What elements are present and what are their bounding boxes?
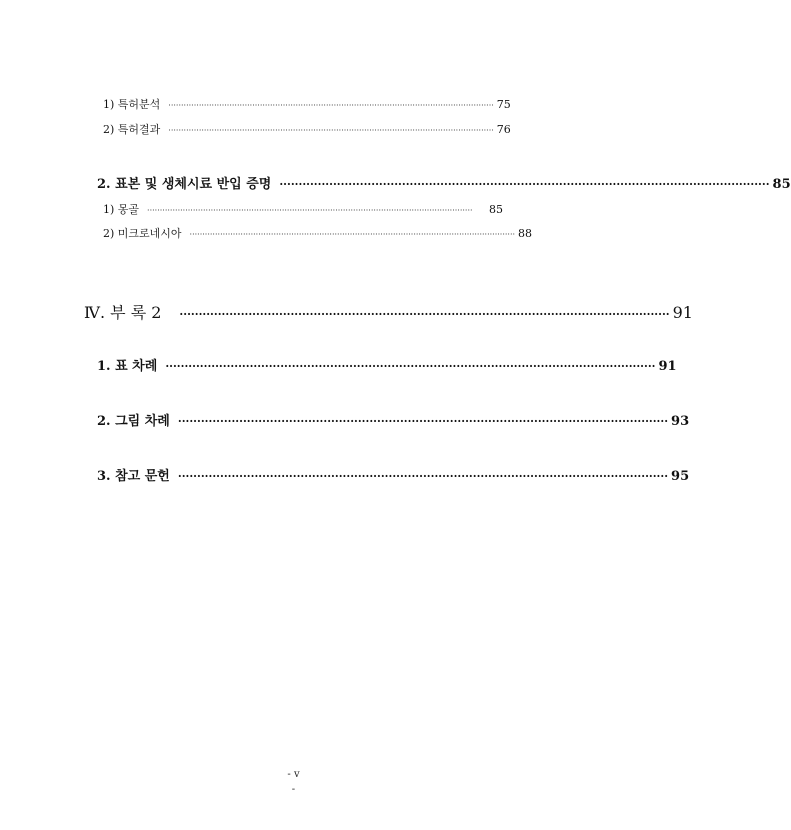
footer-dash: - bbox=[291, 784, 296, 795]
dot-leader: ································································································································ bbox=[189, 230, 516, 239]
toc-entry[interactable] bbox=[84, 300, 693, 323]
dot-leader: ································································································································ bbox=[177, 415, 669, 428]
toc-entry-page: 91 bbox=[658, 359, 677, 374]
toc-entry[interactable] bbox=[97, 465, 690, 484]
toc-entry[interactable] bbox=[103, 201, 503, 217]
toc-entry[interactable] bbox=[103, 121, 511, 137]
dot-leader: ································································································································ bbox=[168, 126, 494, 135]
toc-entry-label: 1) 특허분석 bbox=[103, 98, 161, 111]
toc-entry-page: 95 bbox=[671, 469, 690, 484]
toc-entry[interactable] bbox=[97, 355, 677, 374]
dot-leader: ································································································································ bbox=[279, 178, 770, 191]
toc-entry[interactable] bbox=[103, 225, 533, 241]
toc-entry[interactable] bbox=[97, 410, 690, 429]
dot-leader: ································································································································ bbox=[177, 470, 669, 483]
toc-entry-page: 75 bbox=[496, 98, 511, 111]
toc-entry-label: 3. 참고 문헌 bbox=[97, 469, 170, 484]
toc-entry-label: 1. 표 차례 bbox=[97, 359, 158, 374]
toc-entry-page: 91 bbox=[672, 303, 693, 322]
toc-entry-page: 88 bbox=[518, 227, 533, 240]
toc-entry-page: 85 bbox=[772, 177, 791, 192]
toc-entry-label: 2) 특허결과 bbox=[103, 123, 161, 136]
dot-leader: ································································································································ bbox=[168, 101, 494, 110]
toc-entry[interactable] bbox=[103, 96, 511, 112]
toc-entry-label: 1) 몽골 bbox=[103, 203, 140, 216]
toc-entry-label: 2) 미크로네시아 bbox=[103, 227, 182, 240]
page-number: - v bbox=[287, 769, 300, 780]
toc-entry-label: 2. 표본 및 생체시료 반입 증명 bbox=[97, 177, 272, 192]
dot-leader: ································································································································ bbox=[165, 360, 656, 373]
dot-leader: ································································································································ bbox=[179, 308, 670, 321]
toc-entry-page: 93 bbox=[671, 414, 690, 429]
toc-entry-label: Ⅳ. 부 록 2 bbox=[84, 303, 162, 322]
toc-entry-label: 2. 그림 차례 bbox=[97, 414, 170, 429]
toc-entry-page: 76 bbox=[496, 123, 511, 136]
toc-entry[interactable] bbox=[97, 173, 791, 192]
page-footer bbox=[0, 767, 587, 797]
toc-entry-page: 85 bbox=[489, 203, 503, 216]
dot-leader: ································································································································ bbox=[147, 206, 473, 215]
